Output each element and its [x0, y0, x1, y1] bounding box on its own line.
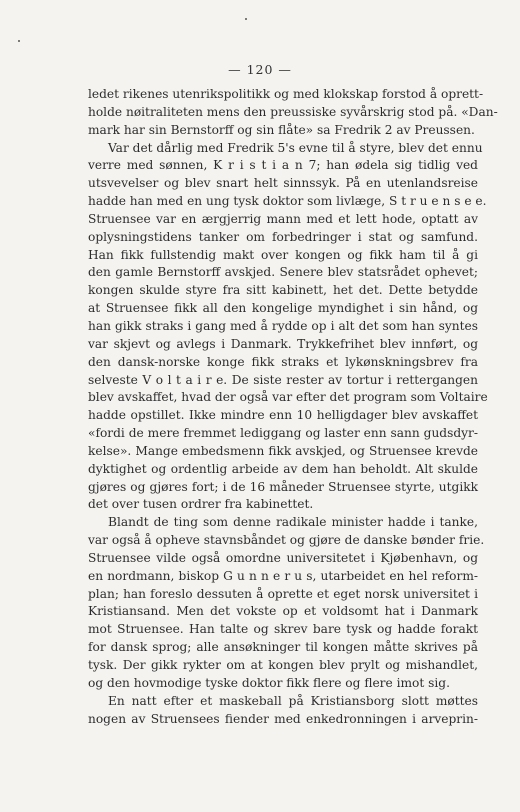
text-line: Struensee vilde også omordne universitetet i Kjøbenhavn, og: [88, 550, 478, 565]
text-line: plan; han foreslo dessuten å oprette et eget norsk universitet i: [88, 586, 478, 601]
body-text: [88, 86, 498, 728]
text-line: dyktighet og ordentlig arbeide av dem han beholdt. Alt skulde: [88, 461, 478, 476]
text-line: «fordi de mere fremmet lediggang og laster enn sann gudsdyr-: [88, 426, 478, 441]
text-line: utsvevelser og blev snart helt sinnssyk. På en utenlandsreise: [88, 176, 478, 191]
text-line: for dansk sprog; alle ansøkninger til kongen måtte skrives på: [88, 640, 478, 655]
text-line: den gamle Bernstorff avskjed. Senere blev statsrådet ophevet;: [88, 265, 478, 280]
text-line: mot Struensee. Han talte og skrev bare tysk og hadde forakt: [88, 622, 478, 637]
text-line: En natt efter et maskeball på Kristiansborg slott møttes: [108, 693, 478, 708]
text-line: gjøres og gjøres fort; i de 16 måneder Struensee styrte, utgikk: [88, 479, 478, 494]
text-line: og den hovmodige tyske doktor fikk flere og flere imot sig.: [88, 675, 450, 690]
text-line: nogen av Struensees fiender med enkedronningen i arveprin-: [88, 711, 478, 726]
text-line: Blandt de ting som denne radikale minister hadde i tanke,: [108, 515, 478, 530]
text-line: var skjevt og avlegs i Danmark. Trykkefrihet blev innført, og: [88, 336, 478, 351]
text-line: hadde han med en ung tysk doktor som livlæge, S t r u e n s e e.: [88, 194, 487, 209]
text-line: det over tusen ordrer fra kabinettet.: [88, 497, 314, 512]
text-line: Kristiansand. Men det vokste op et voldsomt hat i Danmark: [88, 604, 478, 619]
text-line: holde nøitraliteten mens den preussiske syvårskrig stod på. «Dan-: [88, 104, 498, 119]
text-line: verre med sønnen, K r i s t i a n 7; han ødela sig tidlig ved: [88, 158, 478, 173]
text-line: kelse». Mange embedsmenn fikk avskjed, og Struensee krevde: [88, 443, 478, 458]
ink-speck: [18, 40, 20, 42]
text-line: ledet rikenes utenrikspolitikk og med klokskap forstod å oprett-: [88, 87, 484, 101]
text-line: Han fikk fullstendig makt over kongen og fikk ham til å gi: [88, 247, 478, 262]
text-line: han gikk straks i gang med å rydde op i alt det som han syntes: [88, 318, 478, 333]
text-line: oplysningstidens tanker om forbedringer i stat og samfund.: [88, 229, 478, 244]
text-line: Var det dårlig med Fredrik 5's evne til å styre, blev det ennu: [108, 140, 483, 155]
text-line: blev avskaffet, hvad der også var efter det program som Voltaire: [88, 390, 488, 405]
text-line: mark har sin Bernstorff og sin flåte» sa Fredrik 2 av Preussen.: [88, 122, 475, 137]
text-line: kongen skulde styre fra sitt kabinett, het det. Dette betydde: [88, 283, 478, 298]
text-line: den dansk-norske konge fikk straks et lykønskningsbrev fra: [88, 354, 478, 369]
text-line: Struensee var en ærgjerrig mann med et lett hode, optatt av: [88, 211, 478, 226]
text-line: hadde opstillet. Ikke mindre enn 10 helligdager blev avskaffet: [88, 408, 478, 423]
text-line: var også å opheve stavnsbåndet og gjøre de danske bønder frie.: [88, 533, 485, 548]
ink-speck: [245, 18, 247, 20]
text-line: en nordmann, biskop G u n n e r u s, utarbeidet en hel reform-: [88, 568, 478, 583]
page-number: — 120 —: [228, 62, 292, 77]
text-line: selveste V o l t a i r e. De siste rester av tortur i rettergangen: [88, 372, 478, 387]
text-line: tysk. Der gikk rykter om at kongen blev prylt og mishandlet,: [88, 658, 478, 672]
text-line: at Struensee fikk all den kongelige myndighet i sin hånd, og: [88, 301, 478, 316]
